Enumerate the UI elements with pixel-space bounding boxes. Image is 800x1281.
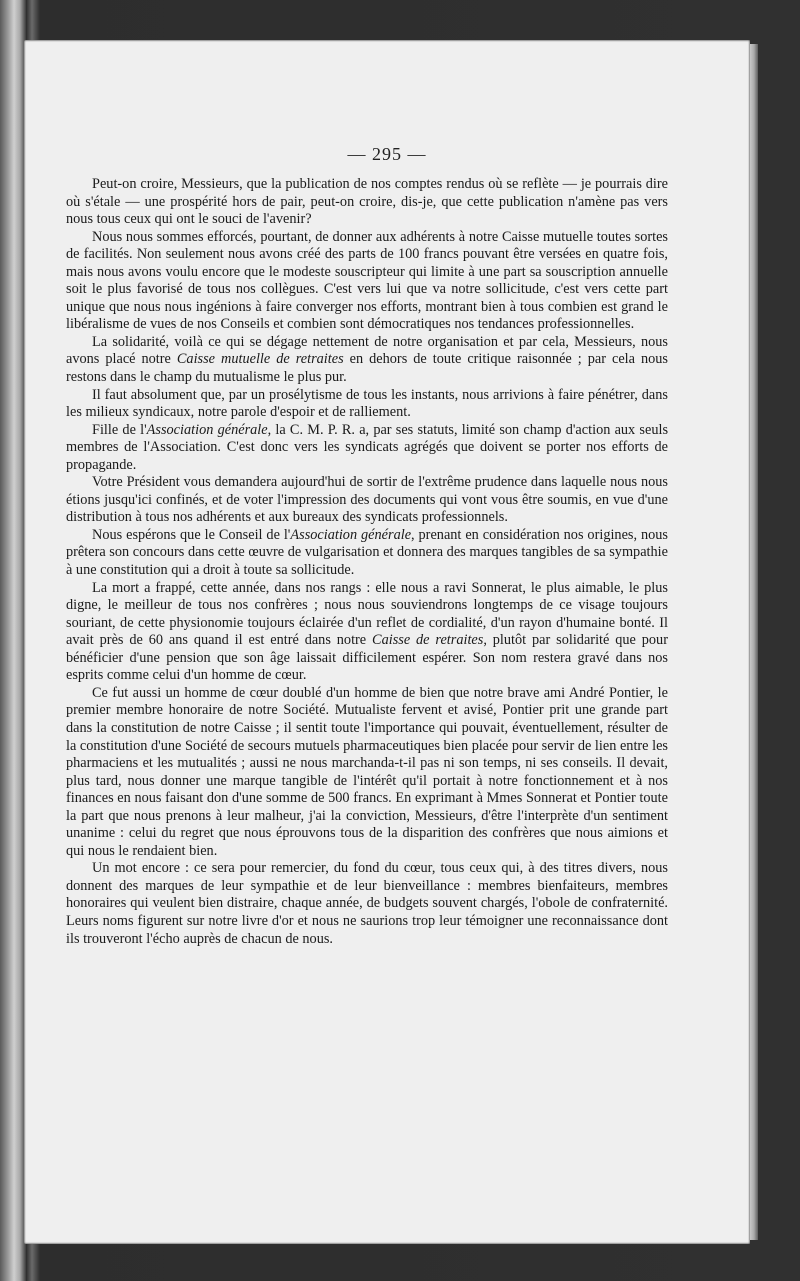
left-page-edge: [0, 0, 26, 1281]
paragraph: Votre Président vous demandera aujourd'hui de sortir de l'extrême prudence dans laquelle nous nous étions jusqu'ici confinés, et de voter l'impression des documents qui vont vous être soumis, en vue d'une distribution à tous nos adhérents et aux bureaux des syndicats professionnels.: [66, 474, 668, 526]
paragraph: Peut-on croire, Messieurs, que la publication de nos comptes rendus où se reflète — je pourrais dire où s'étale — une prospérité hors de pair, peut-on croire, dis-je, que cette publication n'amène pas vers nous tous ceux qui ont le souci de l'avenir?: [66, 176, 668, 228]
paragraph: La mort a frappé, cette année, dans nos rangs : elle nous a ravi Sonnerat, le plus aimable, le plus digne, le meilleur de tous nos confrères ; nous nous souviendrons longtemps de ce visage toujours souriant, de cette physionomie toujours éclairée d'un reflet de cordialité, d'un rayon d'humaine bonté. Il avait près de 60 ans quand il est entré dans notre Caisse de retraites, plutôt par solidarité que pour bénéficier d'une pension que son âge laissait difficilement espérer. Son nom restera gravé dans nos esprits comme celui d'un homme de cœur.: [66, 579, 668, 684]
body-text: [66, 176, 668, 948]
paragraph: Il faut absolument que, par un prosélytisme de tous les instants, nous arrivions à faire pénétrer, dans les milieux syndicaux, notre parole d'espoir et de ralliement.: [66, 386, 668, 421]
paragraph: Ce fut aussi un homme de cœur doublé d'un homme de bien que notre brave ami André Pontier, le premier membre honoraire de notre Société. Mutualiste fervent et avisé, Pontier prit une grande part dans la constitution de notre Caisse ; il sentit toute l'importance qui pouvait, éventuellement, résulter de la constitution d'une Société de secours mutuels pharmaceutiques bien placée pour servir de lien entre les pharmaciens et les mutualités ; aussi ne nous marchanda-t-il pas ni son temps, ni ses conseils. Il devait, plus tard, nous donner une marque tangible de l'intérêt qu'il portait à notre fonctionnement et à nos finances en nous faisant don d'une somme de 500 francs. En exprimant à Mmes Sonnerat et Pontier toute la part que nous prenons à leur malheur, j'ai la conviction, Messieurs, d'être l'interprète d'un sentiment unanime : celui du regret que nous éprouvons tous de la disparition des confrères que nous aimions et qui nous le rendaient bien.: [66, 684, 668, 859]
book-page: [24, 40, 750, 1244]
paragraph: Nous nous sommes efforcés, pourtant, de donner aux adhérents à notre Caisse mutuelle toutes sortes de facilités. Non seulement nous avons créé des parts de 100 francs pouvant être versées en quatre fois, mais nous avons voulu encore que le modeste souscripteur qui limite à une part sa souscription annuelle soit le plus favorisé de tous nos collègues. C'est vers lui que va notre sollicitude, c'est vers cette part unique que nous nous ingénions à faire converger nos efforts, montrant bien à tous combien est grand le libéralisme de vues de nos Conseils et combien sont démocratiques nos tendances professionnelles.: [66, 228, 668, 333]
italic-text: Association générale: [290, 526, 412, 543]
paragraph: Un mot encore : ce sera pour remercier, du fond du cœur, tous ceux qui, à des titres divers, nous donnent des marques de leur sympathie et de leur bienveillance : membres bienfaiteurs, membres honoraires qui veulent bien distraire, chaque année, de budgets souvent chargés, l'obole de confraternité. Leurs noms figurent sur notre livre d'or et nous ne saurions trop leur témoigner une reconnaissance dont ils trouveront l'écho auprès de chacun de nous.: [66, 860, 668, 947]
italic-text: Caisse mutuelle de retraites: [176, 351, 344, 368]
italic-text: Caisse de retraites: [372, 632, 484, 649]
paragraph: Nous espérons que le Conseil de l'Association générale, prenant en considération nos origines, nous prêtera son concours dans cette œuvre de vulgarisation et donnera des marques tangibles de sa sympathie à une constitution qui a droit à toute sa sollicitude.: [66, 526, 668, 579]
paragraph: La solidarité, voilà ce qui se dégage nettement de notre organisation et par cela, Messieurs, nous avons placé notre Caisse mutuelle de retraites en dehors de toute critique raisonnée ; par cela nous restons dans le champ du mutualisme le plus pur.: [66, 333, 668, 386]
italic-text: Association générale: [146, 421, 268, 438]
paragraph: Fille de l'Association générale, la C. M. P. R. a, par ses statuts, limité son champ d'action aux seuls membres de l'Association. C'est donc vers les syndicats agrégés que doivent se porter nos efforts de propagande.: [66, 421, 669, 473]
page-number: — 295 —: [347, 144, 427, 164]
